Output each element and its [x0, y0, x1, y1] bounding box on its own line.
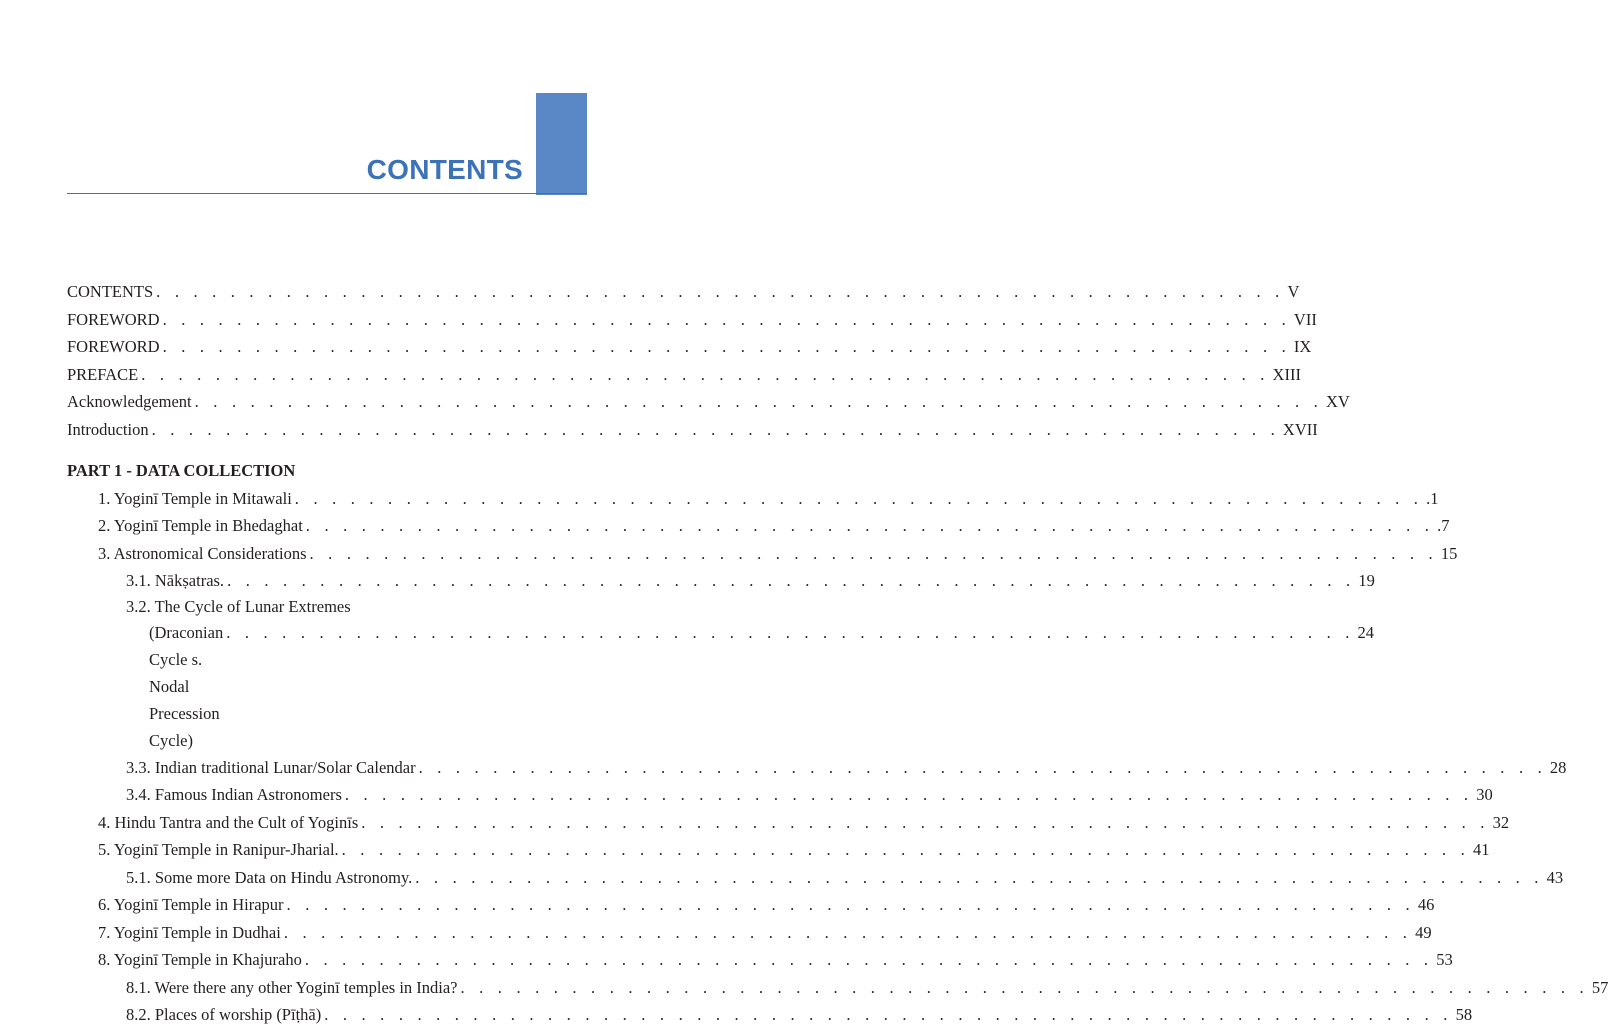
dot-leader: . . . . . . . . . . . . . . . . . . . . . . . . . . . . . . . . . . . . . . . . . . . . . . . . . . . . . . . . . . . . . — [141, 364, 1270, 384]
toc-label: 2. Yoginī Temple in Bhedaghat — [98, 516, 303, 535]
toc-entry-section-3-4[interactable] — [67, 781, 1493, 809]
toc-label: 8.1. Were there any other Yoginī temples in India? — [126, 977, 458, 997]
toc-entry-acknowledgement[interactable] — [67, 388, 1350, 416]
toc-page: 53 — [1436, 950, 1453, 969]
toc-entry-chapter-2[interactable] — [67, 512, 1450, 540]
toc-label: FOREWORD — [67, 337, 160, 356]
toc-label: 1. Yoginī Temple in Mitawali — [98, 488, 292, 508]
toc-page: 43 — [1546, 867, 1564, 887]
toc-page: 19 — [1358, 571, 1375, 590]
toc-label: PREFACE — [67, 364, 139, 384]
toc-page: 32 — [1492, 812, 1510, 832]
toc-entry-preface[interactable] — [67, 361, 1301, 389]
dot-leader: . . . . . . . . . . . . . . . . . . . . . . . . . . . . . . . . . . . . . . . . . . . . . . . . . . . . . . . . . . . . . — [460, 977, 1589, 997]
toc-entry-foreword-1[interactable] — [67, 306, 1317, 334]
dot-leader: . . . . . . . . . . . . . . . . . . . . . . . . . . . . . . . . . . . . . . . . . . . . . . . . . . . . . . . . . . . . . — [418, 757, 1547, 777]
accent-block — [536, 93, 587, 195]
toc-label: 3.3. Indian traditional Lunar/Solar Calendar — [126, 757, 416, 777]
dot-leader: . . . . . . . . . . . . . . . . . . . . . . . . . . . . . . . . . . . . . . . . . . . . . . . . . . . . . . . . . . . . . — [151, 419, 1280, 439]
toc-label: 3. Astronomical Considerations — [98, 543, 307, 563]
toc-page: 41 — [1472, 840, 1490, 859]
toc-page: XIII — [1272, 364, 1301, 384]
page-title: CONTENTS — [366, 154, 523, 185]
toc-entry-section-5-1[interactable] — [67, 864, 1564, 892]
dot-leader: . . . . . . . . . . . . . . . . . . . . . . . . . . . . . . . . . . . . . . . . . . . . . . . . . . . . . . . . . . . . . — [227, 571, 1356, 590]
toc-page: 15 — [1440, 543, 1458, 563]
toc-entry-chapter-7[interactable] — [67, 919, 1432, 947]
toc-label-continued: (Draconian Cycle s. Nodal Precession Cycle) — [149, 622, 224, 750]
toc-entry-section-3-1[interactable] — [67, 567, 1375, 595]
toc-entry-section-3-3[interactable] — [67, 754, 1567, 782]
toc-page: 58 — [1455, 1005, 1473, 1024]
toc-page: VII — [1293, 309, 1317, 329]
dot-leader: . . . . . . . . . . . . . . . . . . . . . . . . . . . . . . . . . . . . . . . . . . . . . . . . . . . . . . . . . . . . . — [156, 282, 1285, 301]
toc-entry-chapter-8[interactable] — [67, 946, 1453, 974]
dot-leader: . . . . . . . . . . . . . . . . . . . . . . . . . . . . . . . . . . . . . . . . . . . . . . . . . . . . . . . . . . . . . — [162, 309, 1291, 329]
toc-page: 57 — [1591, 977, 1608, 997]
dot-leader: . . . . . . . . . . . . . . . . . . . . . . . . . . . . . . . . . . . . . . . . . . . . . . . . . . . . . . . . . . . . . — [341, 840, 1470, 859]
toc-page: 30 — [1476, 785, 1493, 804]
toc-label: 3.1. Nākṣatras. — [126, 571, 225, 590]
toc-page: XV — [1325, 392, 1350, 411]
toc-label: 5.1. Some more Data on Hindu Astronomy. — [126, 867, 413, 887]
part-heading: PART 1 - DATA COLLECTION — [67, 461, 296, 480]
toc-page: XVII — [1282, 419, 1318, 439]
table-of-contents — [67, 278, 1608, 1029]
toc-label: FOREWORD — [67, 309, 160, 329]
toc-label: 6. Yoginī Temple in Hirapur — [98, 895, 284, 914]
toc-entry-chapter-6[interactable] — [67, 891, 1435, 919]
toc-label: 8. Yoginī Temple in Khajuraho — [98, 950, 302, 969]
dot-leader: . . . . . . . . . . . . . . . . . . . . . . . . . . . . . . . . . . . . . . . . . . . . . . . . . . . . . . . . . . . . . — [286, 895, 1415, 914]
toc-entry-section-8-2[interactable] — [67, 1001, 1473, 1029]
dot-leader: . . . . . . . . . . . . . . . . . . . . . . . . . . . . . . . . . . . . . . . . . . . . . . . . . . . . . . . . . . . . . — [162, 337, 1291, 356]
toc-label: 7. Yoginī Temple in Dudhai — [98, 922, 281, 942]
dot-leader: . . . . . . . . . . . . . . . . . . . . . . . . . . . . . . . . . . . . . . . . . . . . . . . . . . . . . . . . . . . . . — [305, 516, 1435, 535]
toc-page: 46 — [1417, 895, 1435, 914]
toc-entry-contents[interactable] — [67, 278, 1300, 306]
dot-leader: . . . . . . . . . . . . . . . . . . . . . . . . . . . . . . . . . . . . . . . . . . . . . . . . . . . . . . . . . . . . . — [194, 392, 1323, 411]
dot-leader: . . . . . . . . . . . . . . . . . . . . . . . . . . . . . . . . . . . . . . . . . . . . . . . . . . . . . . . . . . . . . — [309, 543, 1438, 563]
toc-label: Introduction — [67, 419, 149, 439]
dot-leader: . . . . . . . . . . . . . . . . . . . . . . . . . . . . . . . . . . . . . . . . . . . . . . . . . . . . . . . . . . . . . — [415, 867, 1544, 887]
dot-leader: . . . . . . . . . . . . . . . . . . . . . . . . . . . . . . . . . . . . . . . . . . . . . . . . . . . . . . . . . . . . . — [324, 1005, 1453, 1024]
toc-entry-introduction[interactable] — [67, 416, 1318, 444]
toc-label: 4. Hindu Tantra and the Cult of Yoginīs — [98, 812, 359, 832]
toc-entry-section-8-1[interactable] — [67, 974, 1608, 1002]
toc-entry-foreword-2[interactable] — [67, 333, 1312, 361]
toc-label: 3.2. The Cycle of Lunar Extremes — [126, 596, 351, 616]
toc-page: IX — [1293, 337, 1312, 356]
title-rule — [67, 193, 587, 194]
toc-entry-chapter-5[interactable] — [67, 836, 1490, 864]
toc-label: 8.2. Places of worship (Pīṭhā) — [126, 1005, 322, 1024]
toc-label: 3.4. Famous Indian Astronomers — [126, 785, 342, 804]
toc-entry-chapter-1[interactable] — [67, 485, 1439, 513]
toc-page: 49 — [1415, 922, 1432, 942]
dot-leader: . . . . . . . . . . . . . . . . . . . . . . . . . . . . . . . . . . . . . . . . . . . . . . . . . . . . . . . . . . . . . — [304, 950, 1434, 969]
dot-leader: . . . . . . . . . . . . . . . . . . . . . . . . . . . . . . . . . . . . . . . . . . . . . . . . . . . . . . . . . . . . . — [344, 785, 1474, 804]
dot-leader: . . . . . . . . . . . . . . . . . . . . . . . . . . . . . . . . . . . . . . . . . . . . . . . . . . . . . . . . . . . . . — [226, 622, 1355, 642]
toc-label: Acknowledgement — [67, 392, 192, 411]
toc-entry-chapter-4[interactable] — [67, 809, 1510, 837]
dot-leader: . . . . . . . . . . . . . . . . . . . . . . . . . . . . . . . . . . . . . . . . . . . . . . . . . . . . . . . . . . . . . — [361, 812, 1490, 832]
toc-page: .7 — [1437, 516, 1450, 535]
dot-leader: . . . . . . . . . . . . . . . . . . . . . . . . . . . . . . . . . . . . . . . . . . . . . . . . . . . . . . . . . . . . . — [294, 488, 1424, 508]
dot-leader: . . . . . . . . . . . . . . . . . . . . . . . . . . . . . . . . . . . . . . . . . . . . . . . . . . . . . . . . . . . . . — [283, 922, 1413, 942]
toc-page: V — [1287, 282, 1300, 301]
toc-entry-chapter-3[interactable] — [67, 540, 1458, 568]
toc-page: 24 — [1357, 622, 1375, 642]
toc-label: CONTENTS — [67, 282, 154, 301]
toc-page: 28 — [1549, 757, 1567, 777]
toc-entry-section-3-2[interactable] — [67, 595, 1375, 754]
toc-page: .1 — [1426, 488, 1439, 508]
toc-label: 5. Yoginī Temple in Ranipur-Jharial. — [98, 840, 339, 859]
